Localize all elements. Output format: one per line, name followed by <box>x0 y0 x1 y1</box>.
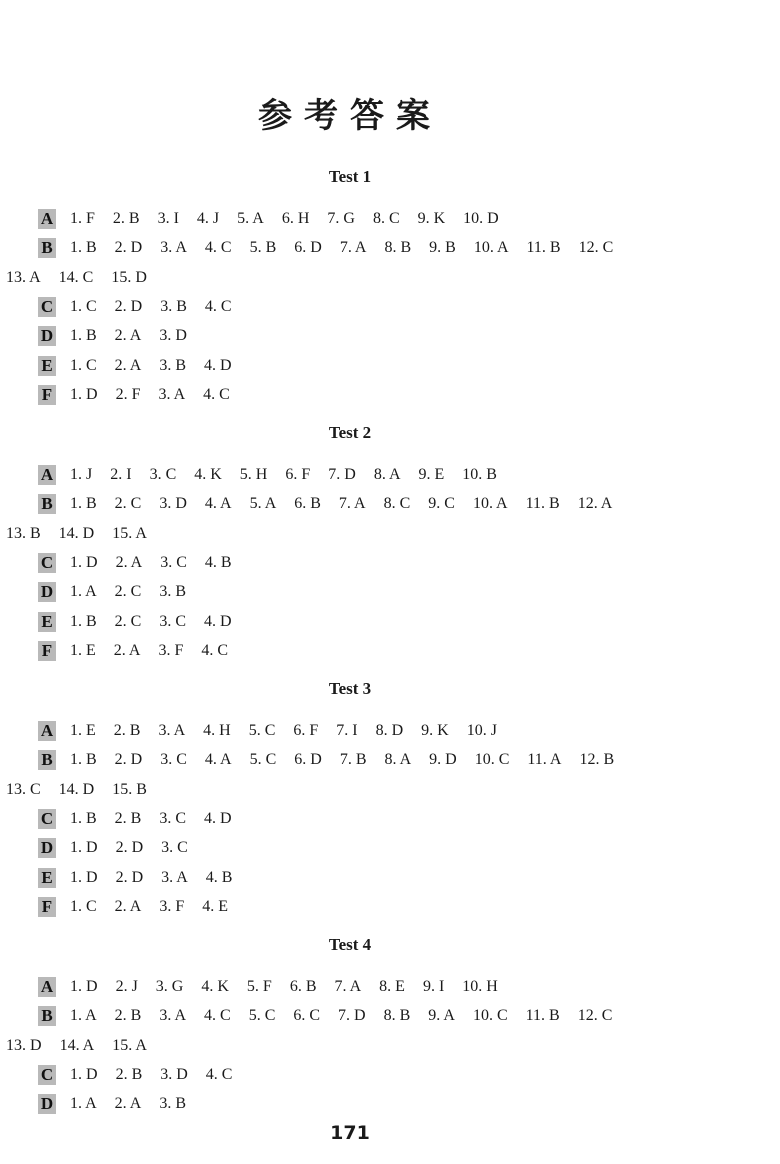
answer-item: 3. C <box>160 554 187 571</box>
answer-item: 6. H <box>281 210 310 227</box>
answer-item: 3. A <box>161 869 188 886</box>
answer-item: 1. B <box>70 613 97 630</box>
answer-item: 15. A <box>112 1037 147 1054</box>
answer-item: 6. D <box>294 239 322 256</box>
answer-item: 3. C <box>161 839 188 856</box>
answer-item: 1. A <box>70 583 97 600</box>
answer-row-c <box>38 295 250 319</box>
answer-item: 2. F <box>115 386 141 403</box>
section-badge: A <box>38 209 56 229</box>
answer-item: 1. A <box>70 1095 97 1112</box>
answer-item: 4. A <box>204 495 232 512</box>
test-heading: Test 1 <box>328 167 372 186</box>
answer-item: 2. B <box>112 210 140 227</box>
answer-item: 4. K <box>194 466 222 483</box>
answer-item: 3. C <box>159 613 187 630</box>
answer-item: 10. C <box>472 1007 508 1024</box>
answer-item: 4. C <box>204 1007 231 1024</box>
answer-item: 8. C <box>383 495 411 512</box>
answer-item: 10. A <box>473 239 509 256</box>
answer-item: 2. I <box>110 466 132 483</box>
answer-item: 5. A <box>249 495 277 512</box>
answer-item: 2. C <box>114 583 142 600</box>
answer-item: 4. D <box>204 357 232 374</box>
answer-item: 4. D <box>204 613 232 630</box>
answer-item: 1. D <box>70 978 98 995</box>
answer-item: 8. C <box>372 210 400 227</box>
answer-row-b <box>38 236 631 260</box>
answer-item: 2. A <box>114 898 142 915</box>
answer-item: 3. B <box>159 583 187 600</box>
answer-row-a <box>38 207 517 231</box>
section-badge: B <box>38 238 56 258</box>
answer-item: 2. C <box>114 613 142 630</box>
answer-item: 3. G <box>155 978 184 995</box>
answer-item: 2. J <box>115 978 138 995</box>
answer-row-f <box>38 639 246 663</box>
section-badge: F <box>38 897 56 917</box>
answer-item: 3. C <box>149 466 177 483</box>
answer-item: 7. A <box>339 239 367 256</box>
answer-row-e <box>38 866 250 890</box>
answer-item: 15. B <box>112 781 147 798</box>
section-badge: E <box>38 612 56 632</box>
page-title: 参考答案 <box>258 96 442 136</box>
answer-item: 10. B <box>462 466 497 483</box>
answer-item: 6. F <box>293 722 319 739</box>
answer-item: 3. A <box>158 722 186 739</box>
answer-row-c <box>38 807 250 831</box>
answer-item: 4. E <box>202 898 229 915</box>
answer-item: 2. A <box>115 554 143 571</box>
answer-row-c <box>38 1063 250 1087</box>
answer-item: 10. D <box>463 210 499 227</box>
test-heading: Test 3 <box>328 679 372 698</box>
answer-item: 3. F <box>159 898 185 915</box>
answer-item: 5. A <box>237 210 264 227</box>
section-badge: A <box>38 977 56 997</box>
answer-item: 1. B <box>70 239 97 256</box>
answer-item: 2. B <box>113 722 141 739</box>
answer-item: 6. B <box>294 495 321 512</box>
answer-row-d <box>38 836 206 860</box>
answer-item: 10. H <box>462 978 498 995</box>
answer-item: 1. E <box>70 722 96 739</box>
answer-item: 7. B <box>339 751 367 768</box>
answer-row-d <box>38 324 205 348</box>
answer-row-b <box>38 748 632 772</box>
answer-row-e <box>38 354 250 378</box>
answer-item: 3. A <box>160 239 187 256</box>
answer-item: 6. B <box>289 978 317 995</box>
answer-item: 2. C <box>114 495 142 512</box>
answer-item: 9. K <box>421 722 449 739</box>
answer-item: 8. D <box>375 722 404 739</box>
answer-item: 7. A <box>334 978 362 995</box>
answer-item: 10. J <box>466 722 497 739</box>
answer-item: 4. B <box>205 869 233 886</box>
answer-item: 9. E <box>418 466 445 483</box>
answer-item: 1. C <box>70 298 97 315</box>
answer-item: 6. C <box>293 1007 321 1024</box>
answer-row-c <box>38 551 250 575</box>
answer-item: 3. C <box>159 810 187 827</box>
answer-item: 3. B <box>160 298 187 315</box>
answer-item: 11. B <box>526 239 561 256</box>
answer-item: 12. B <box>579 751 615 768</box>
answer-item: 1. B <box>70 495 97 512</box>
section-badge: D <box>38 838 56 858</box>
answer-item: 1. D <box>70 554 98 571</box>
answer-item: 6. F <box>285 466 311 483</box>
answer-row-f <box>38 895 246 919</box>
answer-item: 1. D <box>70 839 98 856</box>
page-number: 171 <box>330 1122 370 1144</box>
answer-item: 7. D <box>338 1007 366 1024</box>
answer-item: 7. I <box>336 722 358 739</box>
section-badge: B <box>38 1006 56 1026</box>
answer-row-d <box>38 580 204 604</box>
answer-row-continuation <box>6 266 165 290</box>
answer-item: 8. E <box>379 978 405 995</box>
answer-item: 14. C <box>58 269 94 286</box>
answer-item: 10. A <box>472 495 508 512</box>
answer-item: 9. A <box>428 1007 455 1024</box>
section-badge: D <box>38 1094 56 1114</box>
answer-item: 3. F <box>158 642 184 659</box>
answer-item: 2. A <box>114 357 142 374</box>
answer-item: 4. A <box>204 751 232 768</box>
answer-item: 9. B <box>429 239 456 256</box>
answer-item: 1. A <box>70 1007 97 1024</box>
answer-item: 2. A <box>113 642 141 659</box>
answer-item: 5. H <box>239 466 268 483</box>
answer-item: 8. B <box>384 239 412 256</box>
answer-item: 6. D <box>294 751 322 768</box>
answer-item: 3. B <box>159 1095 187 1112</box>
answer-item: 3. C <box>160 751 187 768</box>
answer-item: 13. A <box>6 269 41 286</box>
answer-item: 4. H <box>203 722 231 739</box>
answer-item: 1. D <box>70 1066 98 1083</box>
answer-item: 4. C <box>204 298 232 315</box>
answer-item: 1. E <box>70 642 96 659</box>
answer-item: 7. D <box>328 466 356 483</box>
section-badge: D <box>38 582 56 602</box>
answer-item: 5. B <box>249 239 277 256</box>
test-heading: Test 4 <box>328 935 372 954</box>
answer-item: 13. B <box>6 525 41 542</box>
answer-item: 4. C <box>203 386 230 403</box>
section-badge: A <box>38 721 56 741</box>
answer-row-continuation <box>6 1034 165 1058</box>
answer-item: 14. D <box>58 525 95 542</box>
answer-item: 1. D <box>70 869 98 886</box>
answer-item: 3. D <box>160 1066 188 1083</box>
answer-item: 1. B <box>70 810 97 827</box>
answer-item: 4. D <box>204 810 232 827</box>
section-badge: C <box>38 297 56 317</box>
answer-item: 2. B <box>114 810 142 827</box>
answer-item: 2. B <box>115 1066 143 1083</box>
answer-item: 12. A <box>577 495 613 512</box>
answer-item: 5. C <box>248 1007 276 1024</box>
answer-item: 1. J <box>70 466 93 483</box>
answer-item: 12. C <box>578 239 614 256</box>
answer-item: 4. C <box>204 239 232 256</box>
answer-item: 14. A <box>59 1037 95 1054</box>
section-badge: E <box>38 868 56 888</box>
answer-item: 8. B <box>383 1007 411 1024</box>
answer-item: 5. C <box>249 751 277 768</box>
answer-item: 2. D <box>114 298 143 315</box>
section-badge: B <box>38 750 56 770</box>
answer-item: 3. D <box>159 327 187 344</box>
answer-item: 2. D <box>114 751 143 768</box>
answer-item: 8. A <box>373 466 401 483</box>
answer-row-a <box>38 719 515 743</box>
answer-row-b <box>38 492 630 516</box>
answer-item: 3. D <box>159 495 187 512</box>
answer-item: 2. D <box>114 239 143 256</box>
answer-item: 3. I <box>157 210 179 227</box>
answer-item: 11. A <box>527 751 562 768</box>
answer-item: 1. C <box>70 357 97 374</box>
answer-item: 11. B <box>525 495 560 512</box>
answer-item: 9. C <box>428 495 455 512</box>
answer-item: 1. D <box>70 386 98 403</box>
answer-row-d <box>38 1092 204 1116</box>
answer-row-a <box>38 463 515 487</box>
answer-item: 7. A <box>338 495 366 512</box>
answer-item: 10. C <box>474 751 510 768</box>
section-badge: B <box>38 494 56 514</box>
answer-item: 2. B <box>114 1007 142 1024</box>
answer-row-e <box>38 610 250 634</box>
section-badge: E <box>38 356 56 376</box>
answer-row-f <box>38 383 248 407</box>
answer-item: 9. D <box>429 751 457 768</box>
answer-item: 4. C <box>201 642 229 659</box>
answer-item: 1. C <box>70 898 97 915</box>
answer-item: 2. A <box>114 1095 142 1112</box>
answer-item: 1. B <box>70 751 97 768</box>
answer-item: 13. D <box>6 1037 42 1054</box>
answer-item: 15. A <box>112 525 147 542</box>
answer-row-b <box>38 1004 630 1028</box>
answer-item: 3. A <box>159 1007 187 1024</box>
answer-item: 7. G <box>327 210 355 227</box>
section-badge: C <box>38 1065 56 1085</box>
section-badge: F <box>38 385 56 405</box>
section-badge: A <box>38 465 56 485</box>
answer-item: 4. K <box>201 978 229 995</box>
answer-item: 13. C <box>6 781 41 798</box>
answer-item: 3. A <box>158 386 186 403</box>
answer-item: 9. K <box>417 210 446 227</box>
section-badge: C <box>38 809 56 829</box>
answer-item: 12. C <box>577 1007 613 1024</box>
answer-item: 4. J <box>196 210 220 227</box>
section-badge: C <box>38 553 56 573</box>
answer-item: 15. D <box>111 269 147 286</box>
answer-item: 9. I <box>422 978 445 995</box>
answer-item: 2. A <box>114 327 142 344</box>
answer-item: 8. A <box>384 751 412 768</box>
answer-item: 1. B <box>70 327 97 344</box>
answer-item: 14. D <box>58 781 95 798</box>
answer-row-continuation <box>6 522 165 546</box>
answer-item: 4. B <box>204 554 232 571</box>
section-badge: F <box>38 641 56 661</box>
answer-item: 5. C <box>248 722 276 739</box>
answer-item: 11. B <box>525 1007 560 1024</box>
answer-item: 2. D <box>115 839 144 856</box>
section-badge: D <box>38 326 56 346</box>
answer-item: 3. B <box>159 357 187 374</box>
answer-item: 4. C <box>205 1066 233 1083</box>
answer-row-a <box>38 975 516 999</box>
answer-item: 5. F <box>246 978 272 995</box>
answer-row-continuation <box>6 778 165 802</box>
test-heading: Test 2 <box>328 423 372 442</box>
answer-item: 2. D <box>115 869 144 886</box>
answer-item: 1. F <box>70 210 95 227</box>
